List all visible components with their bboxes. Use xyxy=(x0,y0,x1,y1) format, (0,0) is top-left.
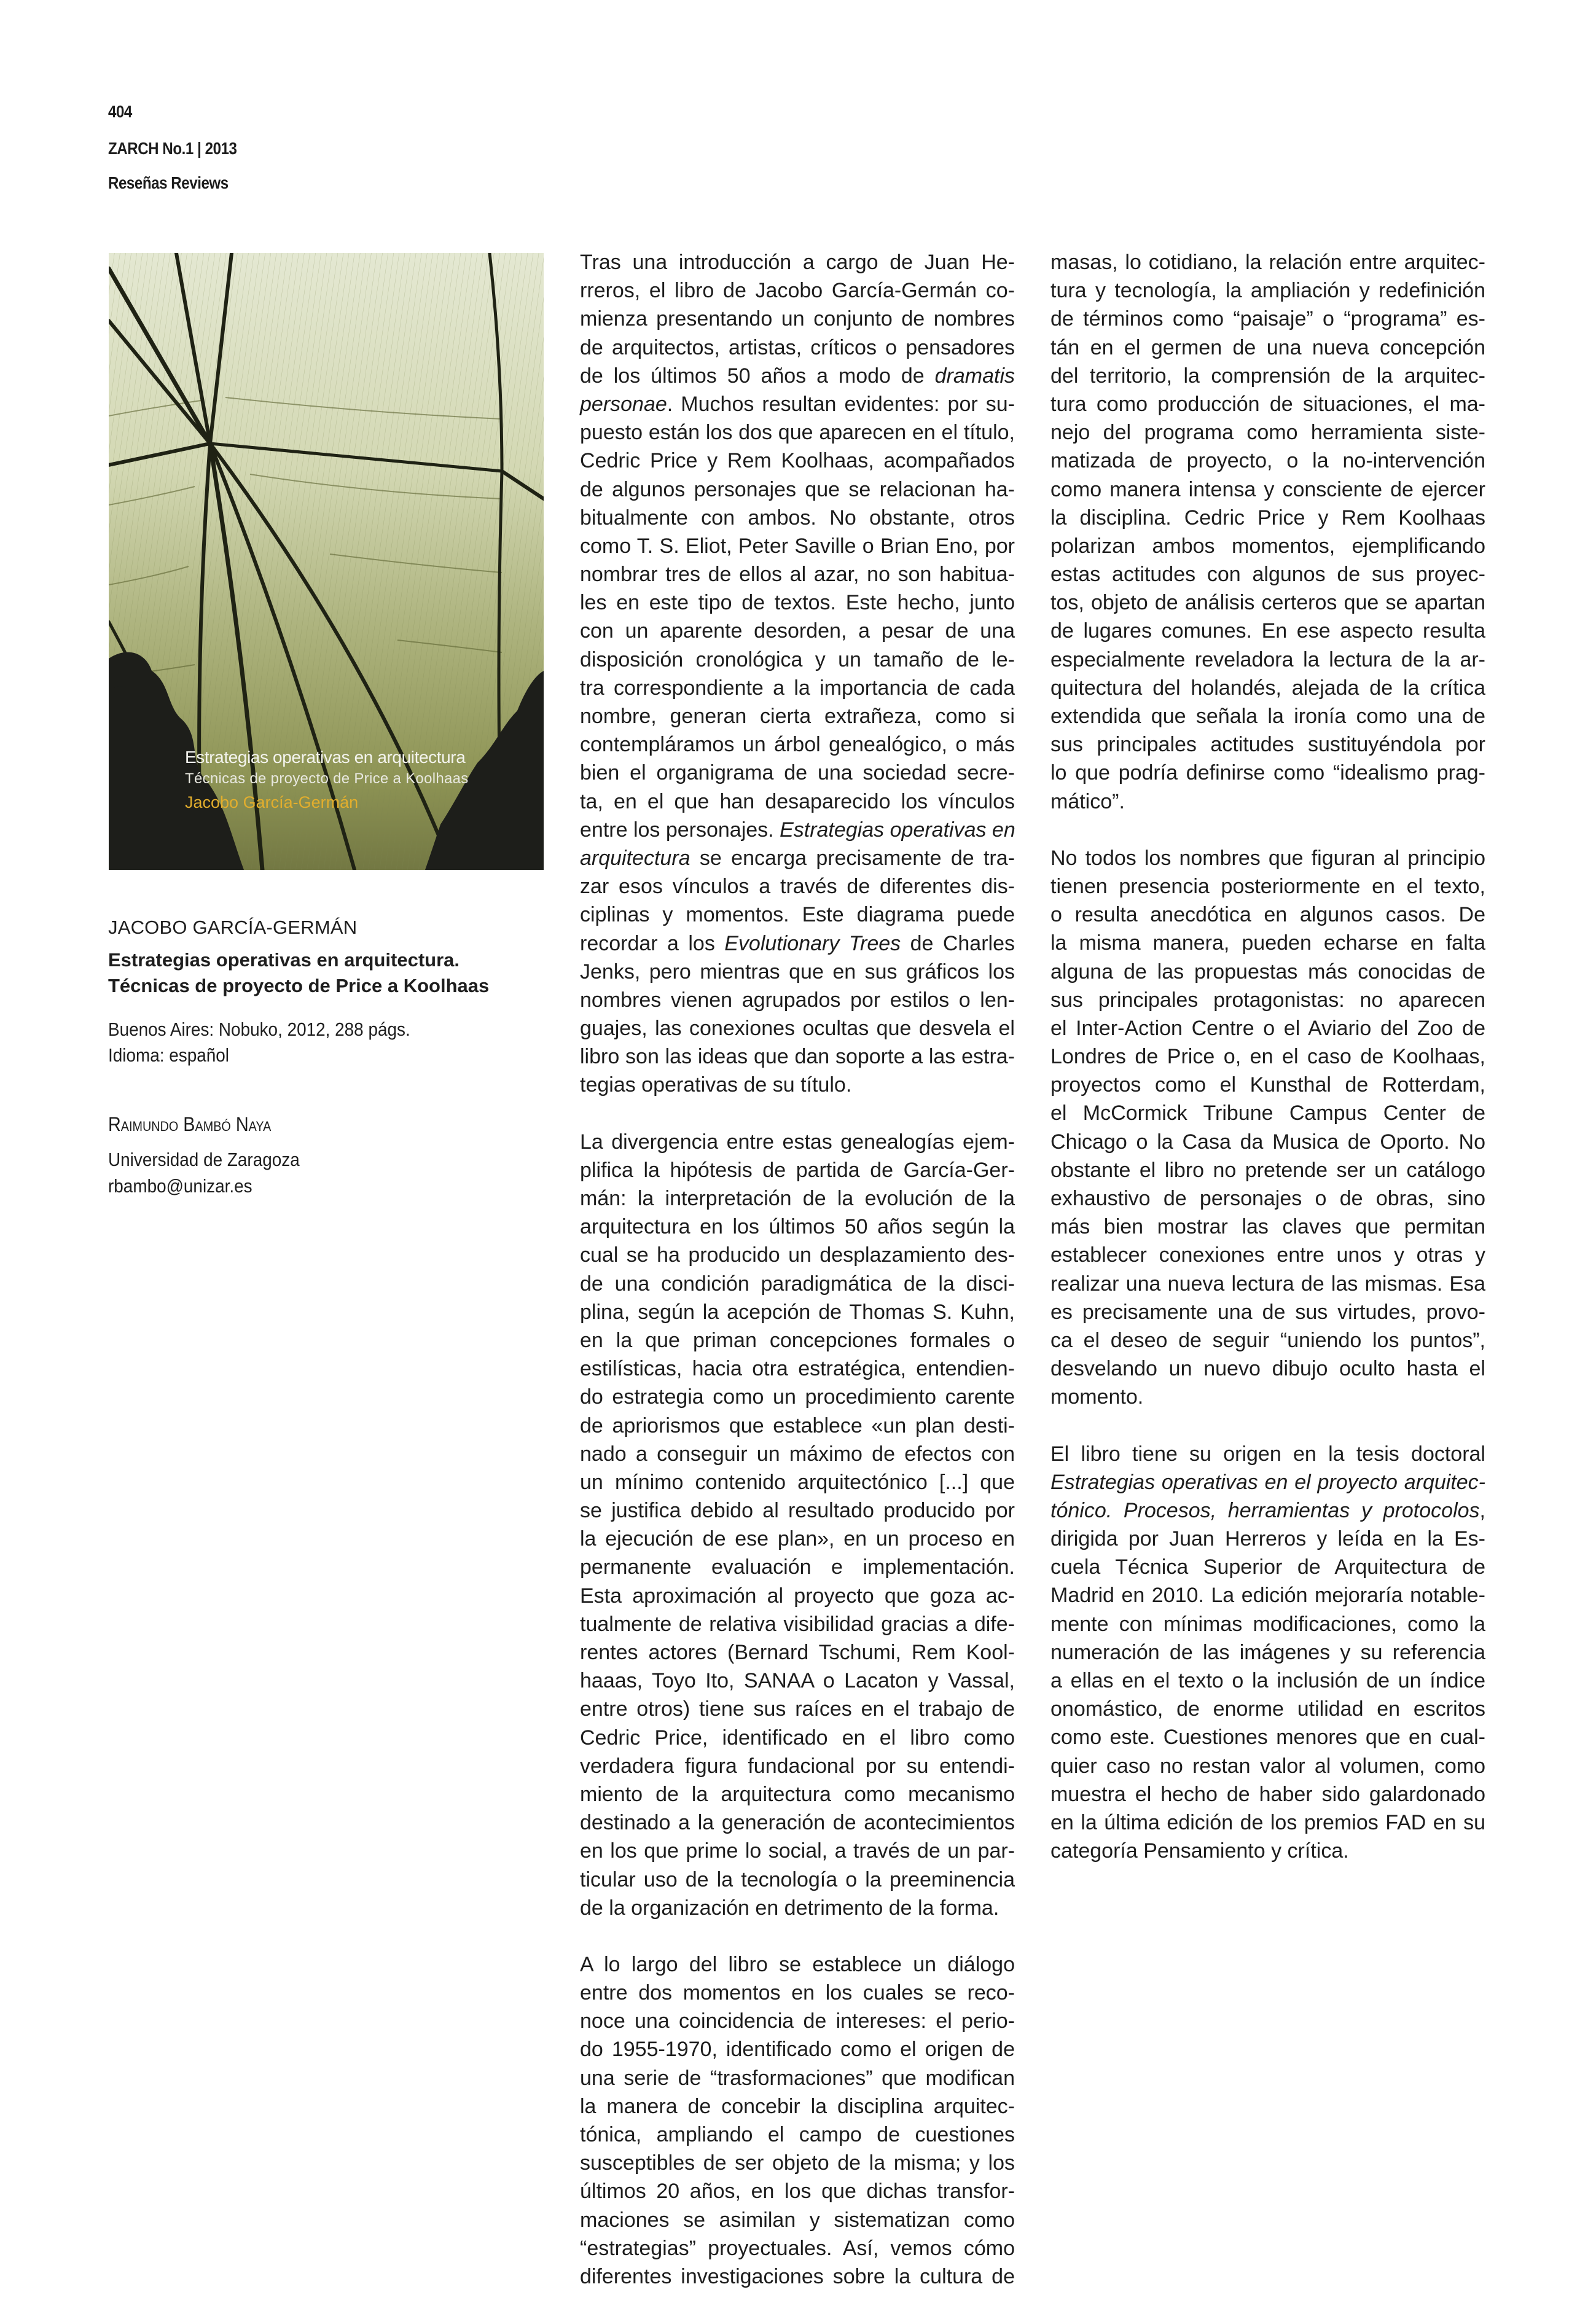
text-line: puesto están los dos que aparecen en el título, xyxy=(580,421,1015,445)
text-line: de la organización en detrimento de la forma. xyxy=(580,1896,999,1920)
text-line: desvelando un nuevo dibujo oculto hasta el xyxy=(1050,1357,1485,1381)
text-line: como manera intensa y consciente de ejercer xyxy=(1050,477,1485,501)
book-language: Idioma: español xyxy=(108,1044,229,1066)
text-line: proyectos como el Kunsthal de Rotterdam, xyxy=(1050,1073,1485,1097)
text-line: de los últimos 50 años a modo de dramatis xyxy=(580,364,1015,388)
text-line: zar esos vínculos a través de diferentes dis- xyxy=(580,875,1015,899)
text-line: ticular uso de la tecnología o la preeminencia xyxy=(580,1867,1015,1891)
text-line: tán en el germen de una nueva concepción xyxy=(1050,335,1485,359)
text-line: muestra el hecho de haber sido galardonado xyxy=(1050,1782,1485,1806)
text-line: de apriorismos que establece «un plan desti- xyxy=(580,1414,1015,1437)
page-number: 404 xyxy=(108,102,132,121)
journal-issue: ZARCH No.1 | 2013 xyxy=(108,139,237,158)
text-line: como este. Cuestiones menores que en cual- xyxy=(1050,1726,1485,1750)
text-line: les en este tipo de textos. Este hecho, junto xyxy=(580,591,1015,615)
text-line: de arquitectos, artistas, críticos o pensadores xyxy=(580,335,1015,359)
text-line: tónico. Procesos, herramientas y protocolos, xyxy=(1050,1498,1485,1522)
text-line: de términos como “paisaje” o “programa” es- xyxy=(1050,307,1485,331)
text-line: haaas, Toyo Ito, SANAA o Lacaton y Vassal, xyxy=(580,1669,1015,1693)
text-line: una serie de “trasformaciones” que modifican xyxy=(580,2066,1015,2090)
text-line: mán: la interpretación de la evolución de la xyxy=(580,1187,1015,1210)
text-line: rreros, el libro de Jacobo García-Germán co- xyxy=(580,279,1015,303)
text-line: nado a conseguir un máximo de efectos con xyxy=(580,1442,1015,1466)
text-line: tura y tecnología, la ampliación y redefinición xyxy=(1050,279,1485,303)
text-line: especialmente reveladora la lectura de la ar- xyxy=(1050,647,1485,671)
text-line: ciplinas y momentos. Este diagrama puede xyxy=(580,903,1015,927)
text-line: exhaustivo de personajes o de obras, sino xyxy=(1050,1187,1485,1210)
article-paragraph xyxy=(580,1950,1015,2291)
text-line: plifica la hipótesis de partida de García-Ger- xyxy=(580,1158,1015,1182)
text-line: como T. S. Eliot, Peter Saville o Brian Eno, por xyxy=(580,534,1015,558)
text-line: extendida que señala la ironía como una de xyxy=(1050,705,1485,728)
text-line: con un aparente desorden, a pesar de una xyxy=(580,619,1015,643)
text-line: la misma manera, pueden echarse en falta xyxy=(1050,931,1485,955)
text-line: realizar una nueva lectura de las mismas. Esa xyxy=(1050,1272,1485,1296)
text-line: No todos los nombres que figuran al principio xyxy=(1050,846,1485,870)
text-line: en la que priman concepciones formales o xyxy=(580,1328,1015,1352)
book-author: JACOBO GARCÍA-GERMÁN xyxy=(108,917,358,938)
text-line: Jenks, pero mientras que en sus gráficos los xyxy=(580,960,1015,984)
text-line: tualmente de relativa visibilidad gracias a dife- xyxy=(580,1612,1015,1636)
text-line: El libro tiene su origen en la tesis doctoral xyxy=(1050,1442,1485,1466)
reviewer-name: Raimundo Bambó Naya xyxy=(108,1113,272,1135)
text-line: alguna de las propuestas más conocidas de xyxy=(1050,960,1485,984)
text-line: personae. Muchos resultan evidentes: por su- xyxy=(580,392,1015,416)
book-title-line-2: Técnicas de proyecto de Price a Koolhaas xyxy=(108,975,490,996)
text-line: Estrategias operativas en el proyecto arquitec- xyxy=(1050,1470,1485,1494)
text-line: sus principales protagonistas: no aparecen xyxy=(1050,988,1485,1012)
text-line: a ellas en el texto o la inclusión de un índice xyxy=(1050,1669,1485,1692)
text-line: bien el organigrama de una sociedad secre- xyxy=(580,761,1015,785)
text-line: mático”. xyxy=(1050,789,1125,813)
text-line: categoría Pensamiento y crítica. xyxy=(1050,1839,1349,1863)
text-line: polarizan ambos momentos, ejemplificando xyxy=(1050,534,1485,558)
text-line: un mínimo contenido arquitectónico [...] que xyxy=(580,1470,1015,1494)
text-line: masas, lo cotidiano, la relación entre arquitec- xyxy=(1050,251,1485,274)
text-line: entre otros) tiene sus raíces en el trabajo de xyxy=(580,1697,1015,1721)
text-line: verdadera figura fundacional por su entendi- xyxy=(580,1754,1015,1778)
text-line: la manera de concebir la disciplina arquitec- xyxy=(580,2094,1015,2118)
text-line: Cedric Price y Rem Koolhaas, acompañados xyxy=(580,449,1015,473)
reviewer-affiliation: Universidad de Zaragoza xyxy=(108,1149,300,1170)
text-line: nejo del programa como herramienta siste- xyxy=(1050,421,1485,445)
text-line: últimos 20 años, en los que dichas transfor- xyxy=(580,2180,1015,2204)
text-line: “estrategias” proyectuales. Así, vemos cómo xyxy=(580,2236,1015,2260)
text-line: obstante el libro no pretende ser un catálogo xyxy=(1050,1158,1485,1182)
text-line: matizada de proyecto, o la no-intervención xyxy=(1050,449,1485,473)
book-cover-image xyxy=(109,253,544,870)
text-line: rentes actores (Bernard Tschumi, Rem Kool- xyxy=(580,1641,1015,1664)
article-paragraph xyxy=(1050,1440,1485,1866)
text-line: dirigida por Juan Herreros y leída en la Es- xyxy=(1050,1527,1485,1551)
article-paragraph xyxy=(580,248,1015,1100)
text-line: establecer conexiones entre unos y otras y xyxy=(1050,1243,1485,1267)
text-line: Esta aproximación al proyecto que goza ac- xyxy=(580,1584,1015,1608)
text-line: ca el deseo de seguir “uniendo los puntos”, xyxy=(1050,1328,1485,1352)
text-line: bitualmente con ambos. No obstante, otros xyxy=(580,506,1015,530)
text-line: nombrar tres de ellos al azar, no son habitua- xyxy=(580,563,1015,587)
text-line: mente con mínimas modificaciones, como la xyxy=(1050,1612,1485,1636)
text-line: lo que podría definirse como “idealismo prag- xyxy=(1050,761,1485,785)
text-line: quier caso no restan valor al volumen, como xyxy=(1050,1754,1485,1778)
text-line: maciones se asimilan y sistematizan como xyxy=(580,2208,1015,2232)
text-line: mienza presentando un conjunto de nombres xyxy=(580,307,1015,331)
cover-author: Jacobo García-Germán xyxy=(185,793,359,811)
text-line: libro son las ideas que dan soporte a las estra- xyxy=(580,1045,1015,1069)
text-line: se justifica debido al resultado producido por xyxy=(580,1499,1015,1523)
text-line: do estrategia como un procedimiento carente xyxy=(580,1385,1015,1409)
text-line: del territorio, la comprensión de la arquitec- xyxy=(1050,364,1485,388)
text-line: contempláramos un árbol genealógico, o más xyxy=(580,733,1015,757)
text-line: tienen presencia posteriormente en el texto, xyxy=(1050,874,1485,898)
text-line: onomástico, de enorme utilidad en escritos xyxy=(1050,1697,1485,1721)
text-line: tegias operativas de su título. xyxy=(580,1073,852,1097)
text-line: Londres de Price o, en el caso de Koolhaas, xyxy=(1050,1045,1485,1069)
section-label: Reseñas Reviews xyxy=(108,173,229,192)
text-line: momento. xyxy=(1050,1385,1144,1409)
text-line: noce una coincidencia de intereses: el perio- xyxy=(580,2009,1015,2033)
text-line: más bien mostrar las claves que permitan xyxy=(1050,1215,1485,1239)
article-paragraph xyxy=(1050,844,1485,1412)
text-line: ta, en el que han desaparecido los vínculos xyxy=(580,789,1015,813)
text-line: nombre, generan cierta extrañeza, como si xyxy=(580,705,1015,728)
text-line: la ejecución de ese plan», en un proceso en xyxy=(580,1527,1015,1551)
text-line: sus principales actitudes sustituyéndola por xyxy=(1050,733,1485,757)
text-line: tos, objeto de análisis certeros que se apartan xyxy=(1050,591,1485,615)
text-line: destinado a la generación de acontecimientos xyxy=(580,1811,1015,1835)
text-line: el Inter-Action Centre o el Aviario del Zoo de xyxy=(1050,1016,1485,1040)
text-line: diferentes investigaciones sobre la cultura de xyxy=(580,2264,1015,2288)
book-title-line-1: Estrategias operativas en arquitectura. xyxy=(108,949,460,971)
text-line: el McCormick Tribune Campus Center de xyxy=(1050,1101,1485,1125)
text-line: La divergencia entre estas genealogías ejem- xyxy=(580,1130,1015,1154)
text-line: de una condición paradigmática de la disci- xyxy=(580,1272,1015,1296)
text-line: la disciplina. Cedric Price y Rem Koolhaas xyxy=(1050,506,1485,530)
text-line: estilísticas, hacia otra estratégica, entendien- xyxy=(580,1357,1015,1381)
text-line: plina, según la acepción de Thomas S. Kuhn, xyxy=(580,1300,1015,1324)
text-line: tónica, ampliando el campo de cuestiones xyxy=(580,2123,1015,2146)
text-line: en los que prime lo social, a través de un par- xyxy=(580,1839,1015,1863)
text-line: A lo largo del libro se establece un diálogo xyxy=(580,1952,1015,1976)
text-line: tra correspondiente a la importancia de cada xyxy=(580,676,1015,700)
text-line: en la última edición de los premios FAD en su xyxy=(1050,1810,1485,1834)
reviewer-email[interactable]: rbambo@unizar.es xyxy=(108,1175,252,1197)
text-line: recordar a los Evolutionary Trees de Charles xyxy=(580,931,1015,955)
body-column-left xyxy=(580,248,1015,2319)
text-line: permanente evaluación e implementación. xyxy=(580,1555,1015,1579)
text-line: Tras una introducción a cargo de Juan He- xyxy=(580,251,1015,274)
text-line: disposición cronológica y un tamaño de le- xyxy=(580,647,1015,671)
text-line: es precisamente una de sus virtudes, provo- xyxy=(1050,1300,1485,1324)
text-line: de algunos personajes que se relacionan ha- xyxy=(580,477,1015,501)
cover-subtitle: Técnicas de proyecto de Price a Koolhaas xyxy=(185,770,469,787)
text-line: cual se ha producido un desplazamiento des- xyxy=(580,1243,1015,1267)
text-line: tura como producción de situaciones, el ma- xyxy=(1050,392,1485,416)
article-paragraph xyxy=(1050,248,1485,816)
text-line: miento de la arquitectura como mecanismo xyxy=(580,1782,1015,1806)
text-line: Cedric Price, identificado en el libro como xyxy=(580,1726,1015,1750)
text-line: do 1955-1970, identificado como el origen de xyxy=(580,2038,1015,2062)
text-line: numeración de las imágenes y su referencia xyxy=(1050,1640,1485,1664)
body-column-right xyxy=(1050,248,1485,1893)
text-line: o resulta anecdótica en algunos casos. De xyxy=(1050,903,1485,927)
text-line: nombres vienen agrupados por estilos o len- xyxy=(580,988,1015,1012)
text-line: quitectura del holandés, alejada de la crítica xyxy=(1050,676,1485,700)
text-line: cuela Técnica Superior de Arquitectura de xyxy=(1050,1555,1485,1579)
text-line: Madrid en 2010. La edición mejoraría notable- xyxy=(1050,1584,1485,1608)
text-line: de lugares comunes. En ese aspecto resulta xyxy=(1050,619,1485,643)
text-line: estas actitudes con algunos de sus proyec- xyxy=(1050,563,1485,587)
text-line: entre dos momentos en los cuales se reco- xyxy=(580,1981,1015,2005)
text-line: arquitectura se encarga precisamente de tra- xyxy=(580,846,1015,870)
text-line: arquitectura en los últimos 50 años según la xyxy=(580,1215,1015,1239)
text-line: entre los personajes. Estrategias operativas en xyxy=(580,818,1015,842)
book-publisher: Buenos Aires: Nobuko, 2012, 288 págs. xyxy=(108,1019,410,1040)
text-line: Chicago o la Casa da Musica de Oporto. No xyxy=(1050,1130,1485,1154)
cover-title: Estrategias operativas en arquitectura xyxy=(185,748,466,767)
text-line: susceptibles de ser objeto de la misma; y los xyxy=(580,2151,1015,2175)
article-paragraph xyxy=(580,1128,1015,1922)
text-line: guajes, las conexiones ocultas que desvela el xyxy=(580,1017,1015,1041)
